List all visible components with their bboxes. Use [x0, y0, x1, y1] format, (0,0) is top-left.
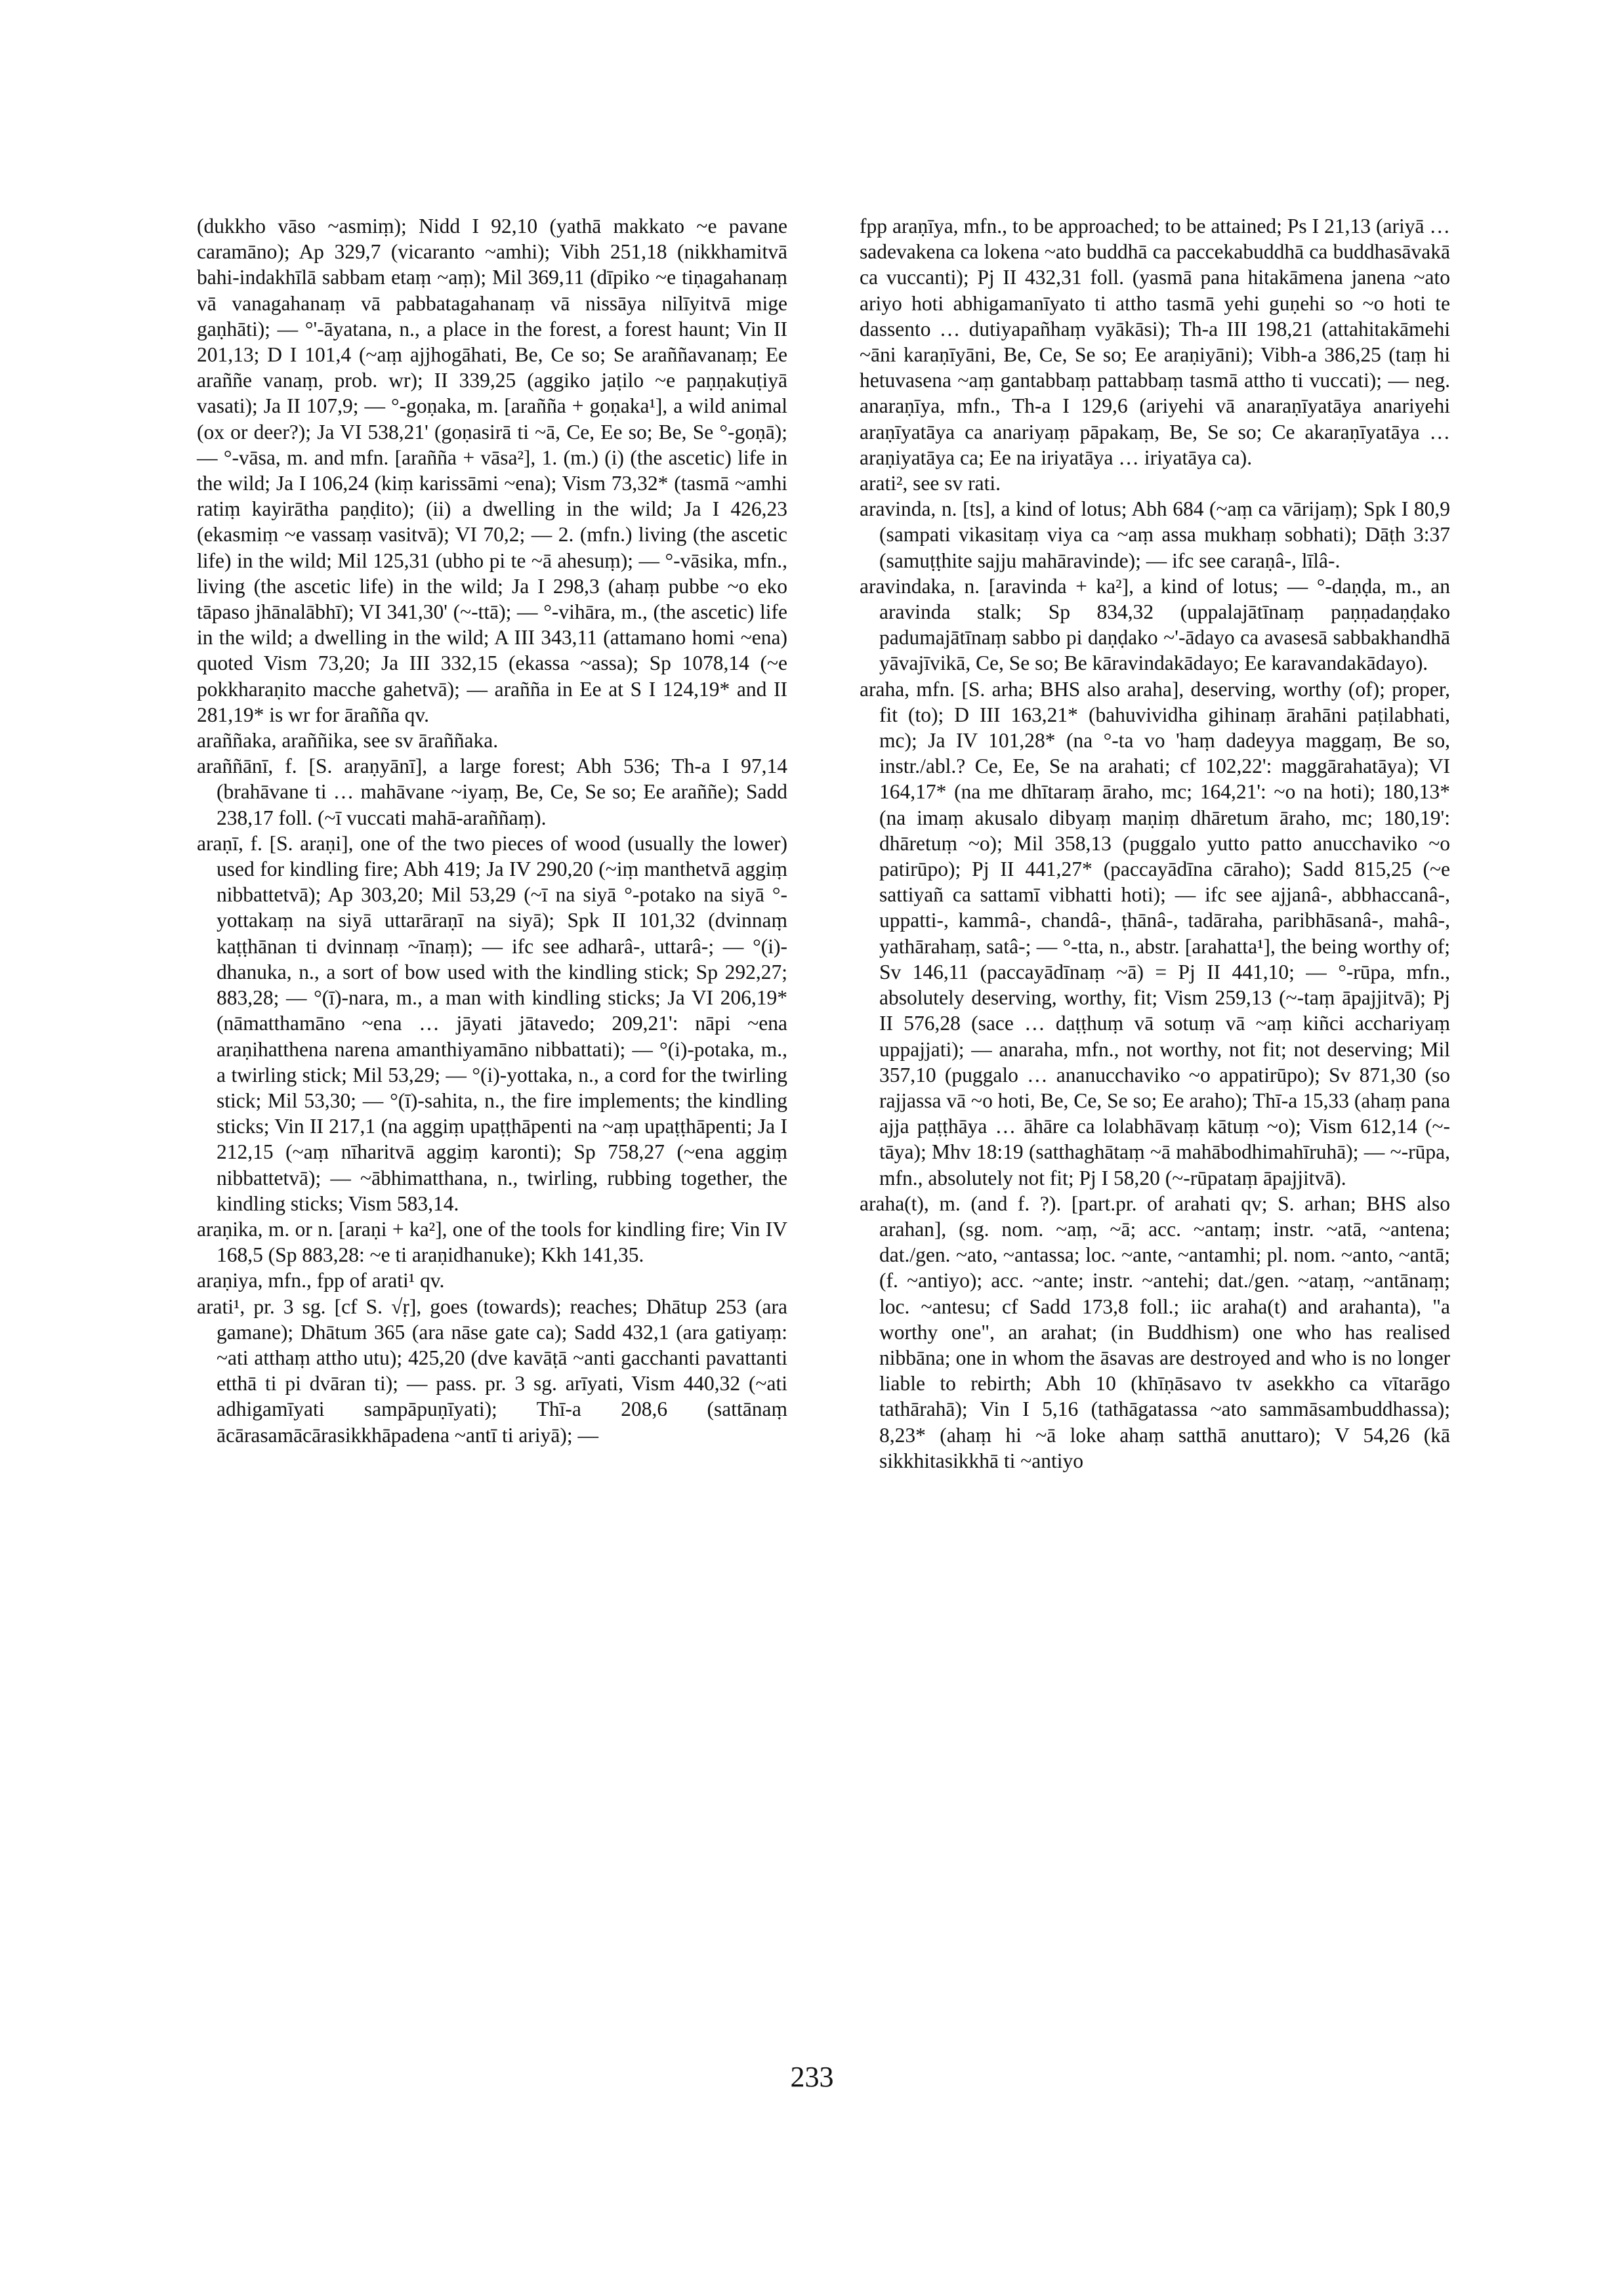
entry-araññaka: araññaka, araññika, see sv āraññaka. [197, 729, 499, 753]
entry-arati-1-continued: fpp araṇīya, mfn., to be approached; to be attained; Ps I 21,13 (ariyā … sadevakena ca lokena ~ato buddhā ca paccekabuddhā ca buddhasāvakā ca vuccanti); Pj II 432,31 foll. (yasmā pana hitakāmena janena ~ato ariyo hoti abhigamanīyato ti attho tasmā yehi guṇehi so ~o hoti te dassento … dutiyapañhaṃ vyākāsi); Th-a III 198,21 (attahitakāmehi ~āni karaṇīyāni, Be, Ce, Se so; Ee araṇiyāni); Vibh-a 386,25 (taṃ hi hetuvasena ~aṃ gantabbaṃ pattabbaṃ tasmā attho ti vuccati); — neg. anaraṇīya, mfn., Th-a I 129,6 (ariyehi vā anaraṇīyatāya anariyehi araṇīyatāya ca anariyaṃ pāpakaṃ, Be, Se so; Ce akaraṇīyatāya … araṇiyatāya ca; Ee na iriyatāya … iriyatāya ca). [860, 215, 1450, 469]
left-column [197, 213, 787, 1448]
entry-arati-2: arati², see sv rati. [860, 472, 1001, 495]
entry-arati-1: arati¹, pr. 3 sg. [cf S. √ṛ], goes (towards); reaches; Dhātup 253 (ara gamane); Dhātum 365 (ara nāse gate ca); Sadd 432,1 (ara gatiyaṃ: ~ati atthaṃ attho utu); 425,20 (dve kavāṭā ~anti gacchanti pavattanti etthā ti pi dvāran ti); — pass. pr. 3 sg. arīyati, Vism 440,32 (~ati adhigamīyati sampāpuṇīyati); Thī-a 208,6 (sattānaṃ ācārasamācārasikkhāpadena ~antī ti ariyā); — [197, 1294, 787, 1447]
entry-araṇika: araṇika, m. or n. [araṇi + ka²], one of the tools for kindling fire; Vin IV 168,5 (Sp 883,28: ~e ti araṇidhanuke); Kkh 141,35. [197, 1217, 787, 1267]
entry-araññānī: araññānī, f. [S. araṇyānī], a large forest; Abh 536; Th-a I 97,14 (brahāvane ti … mahāvane ~iyaṃ, Be, Ce, Se so; Ee araññe); Sadd 238,17 foll. (~ī vuccati mahā-araññaṃ). [197, 755, 787, 829]
entry-araha: araha, mfn. [S. arha; BHS also araha], deserving, worthy (of); proper, fit (to); D III 163,21* (bahuvividha gihinaṃ ārahāni paṭilabhati, mc); Ja IV 101,28* (na °-ta vo 'haṃ dadeyya maggaṃ, Be so, instr./abl.? Ce, Ee, Se na arahati; cf 102,22': maggārahatāya); VI 164,17* (na me dhītaraṃ āraho, mc; 164,21': ~o na hoti); 180,13* (na imaṃ akusalo dibyaṃ maṇiṃ dhāretum āraho, mc; 180,19': dhāretuṃ ~o); Mil 358,13 (puggalo yutto patto anucchaviko ~o patirūpo); Pj II 441,27* (paccayādīna cāraho); Sadd 815,25 (~e sattiyañ ca sattamī vibhatti hoti); — ifc see ajjanâ-, abbhaccanâ-, uppatti-, kammâ-, chandâ-, ṭhānâ-, tadāraha, paribhāsanâ-, mahâ-, yathārahaṃ, satâ-; — °-tta, n., abstr. [arahatta¹], the being worthy of; Sv 146,11 (paccayādīnaṃ ~ā) = Pj II 441,10; — °-rūpa, mfn., absolutely deserving, worthy, fit; Vism 259,13 (~-taṃ āpajjitvā); Pj II 576,28 (sace … daṭṭhuṃ vā sotuṃ vā ~aṃ kiñci acchariyaṃ uppajjati); — anaraha, mfn., not worthy, not fit; not deserving; Mil 357,10 (puggalo … ananucchaviko ~o appatirūpo); Sv 871,30 (so rajjassa vā ~o hoti, Be, Ce, Se so; Ee araho); Thī-a 15,33 (ahaṃ pana ajja paṭṭhāya … āhāre ca lolabhāvaṃ kātuṃ ~o); Vism 612,14 (~-tāya); Mhv 18:19 (satthaghātaṃ ~ā mahābodhimahīruhā); — ~-rūpa, mfn., absolutely not fit; Pj I 58,20 (~-rūpataṃ āpajjitvā). [860, 677, 1450, 1189]
page-number: 233 [790, 2061, 834, 2093]
entry-araha-t: araha(t), m. (and f. ?). [part.pr. of arahati qv; S. arhan; BHS also arahan], (sg. nom. ~aṃ, ~ā; acc. ~antaṃ; instr. ~atā, ~antena; dat./gen. ~ato, ~antassa; loc. ~ante, ~antamhi; pl. nom. ~anto, ~antā; (f. ~antiyo); acc. ~ante; instr. ~antehi; dat./gen. ~ataṃ, ~antānaṃ; loc. ~antesu; cf Sadd 173,8 foll.; iic araha(t) and arahanta), "a worthy one", an arahat; (in Buddhism) one who has realised nibbāna; one in whom the āsavas are destroyed and who is no longer liable to rebirth; Abh 10 (khīṇāsavo tv asekkho ca vītarāgo tathārahā); Vin I 5,16 (tathāgatassa ~ato sammāsambuddhassa); 8,23* (ahaṃ hi ~ā loke ahaṃ satthā anuttaro); V 54,26 (kā sikkhitasikkhā ti ~antiyo [860, 1191, 1450, 1472]
entry-araṇiya: araṇiya, mfn., fpp of arati¹ qv. [197, 1269, 445, 1292]
entry-araṇī: araṇī, f. [S. araṇi], one of the two pieces of wood (usually the lower) used for kindling fire; Abh 419; Ja IV 290,20 (~iṃ manthetvā aggiṃ nibbattetvā); Ap 303,20; Mil 53,29 (~ī na siyā °-potako na siyā °-yottakaṃ na siyā uttarāraṇī na siyā); Spk II 101,32 (dvinnaṃ kaṭṭhānan ti dvinnaṃ ~īnaṃ); — ifc see adharâ-, uttarâ-; — °(i)-dhanuka, n., a sort of bow used with the kindling stick; Sp 292,27; 883,28; — °(ī)-nara, m., a man with kindling sticks; Ja VI 206,19* (nāmatthamāno ~ena … jāyati jātavedo; 209,21': nāpi ~ena araṇihatthena narena amanthiyamāno nibbattati); — °(i)-potaka, m., a twirling stick; Mil 53,29; — °(i)-yottaka, n., a cord for the twirling stick; Mil 53,30; — °(ī)-sahita, n., the fire implements; the kindling sticks; Vin II 217,1 (na aggiṃ upaṭṭhāpenti na ~aṃ upaṭṭhāpenti; Ja I 212,15 (~aṃ nīharitvā aggiṃ karonti); Sp 758,27 (~ena aggiṃ nibbattetvā); — ~ābhimatthana, n., twirling, rubbing together, the kindling sticks; Vism 583,14. [197, 831, 787, 1215]
right-column [860, 213, 1450, 1474]
entry-aravindaka: aravindaka, n. [aravinda + ka²], a kind of lotus; — °-daṇḍa, m., an aravinda stalk; Sp 834,32 (uppalajātīnaṃ paṇṇadaṇḍako padumajātīnaṃ sabbo pi daṇḍako ~'-ādayo ca avasesā sabbakhandhā yāvajīvikā, Ce, Se so; Be kāravindakādayo; Ee karavandakādayo). [860, 574, 1450, 675]
entry-arañña-continued: (dukkho vāso ~asmiṃ); Nidd I 92,10 (yathā makkato ~e pavane caramāno); Ap 329,7 (vicaranto ~amhi); Vibh 251,18 (nikkhamitvā bahi-indakhīlā sabbam etaṃ ~aṃ); Mil 369,11 (dīpiko ~e tiṇagahanaṃ vā vanagahanaṃ vā pabbatagahanaṃ vā nissāya nilīyitvā mige gaṇhāti); — °'-āyatana, n., a place in the forest, a forest haunt; Vin II 201,13; D I 101,4 (~aṃ ajjhogāhati, Be, Ce so; Se araññavanaṃ; Ee araññe vanaṃ, prob. wr); II 339,25 (aggiko jaṭilo ~e paṇṇakuṭiyā vasati); Ja II 107,9; — °-goṇaka, m. [arañña + goṇaka¹], a wild animal (ox or deer?); Ja VI 538,21' (goṇasirā ti ~ā, Ce, Ee so; Be, Se °-goṇā); — °-vāsa, m. and mfn. [arañña + vāsa²], 1. (m.) (i) (the ascetic) life in the wild; Ja I 106,24 (kiṃ karissāmi ~ena); Vism 73,32* (tasmā ~amhi ratiṃ kayirātha paṇḍito); (ii) a dwelling in the wild; Ja I 426,23 (ekasmiṃ ~e vassaṃ vasitvā); VI 70,2; — 2. (mfn.) living (the ascetic life) in the wild; Mil 125,31 (ubho pi te ~ā ahesuṃ); — °-vāsika, mfn., living (the ascetic life) in the wild; Ja I 298,3 (ahaṃ pubbe ~o eko tāpaso jhānalābhī); VI 341,30' (~-ttā); — °-vihāra, m., (the ascetic) life in the wild; a dwelling in the wild; A III 343,11 (attamano homi ~ena) quoted Vism 73,20; Ja III 332,15 (ekassa ~assa); Sp 1078,14 (~e pokkharaṇito macche gahetvā); — arañña in Ee at S I 124,19* and II 281,19* is wr for ārañña qv. [197, 215, 787, 726]
entry-aravinda: aravinda, n. [ts], a kind of lotus; Abh 684 (~aṃ ca vārijaṃ); Spk I 80,9 (sampati vikasitaṃ viya ca ~aṃ assa mukhaṃ sobhati); Dāṭh 3:37 (samuṭṭhite sajju mahāravinde); — ifc see caraṇâ-, līlâ-. [860, 497, 1450, 572]
